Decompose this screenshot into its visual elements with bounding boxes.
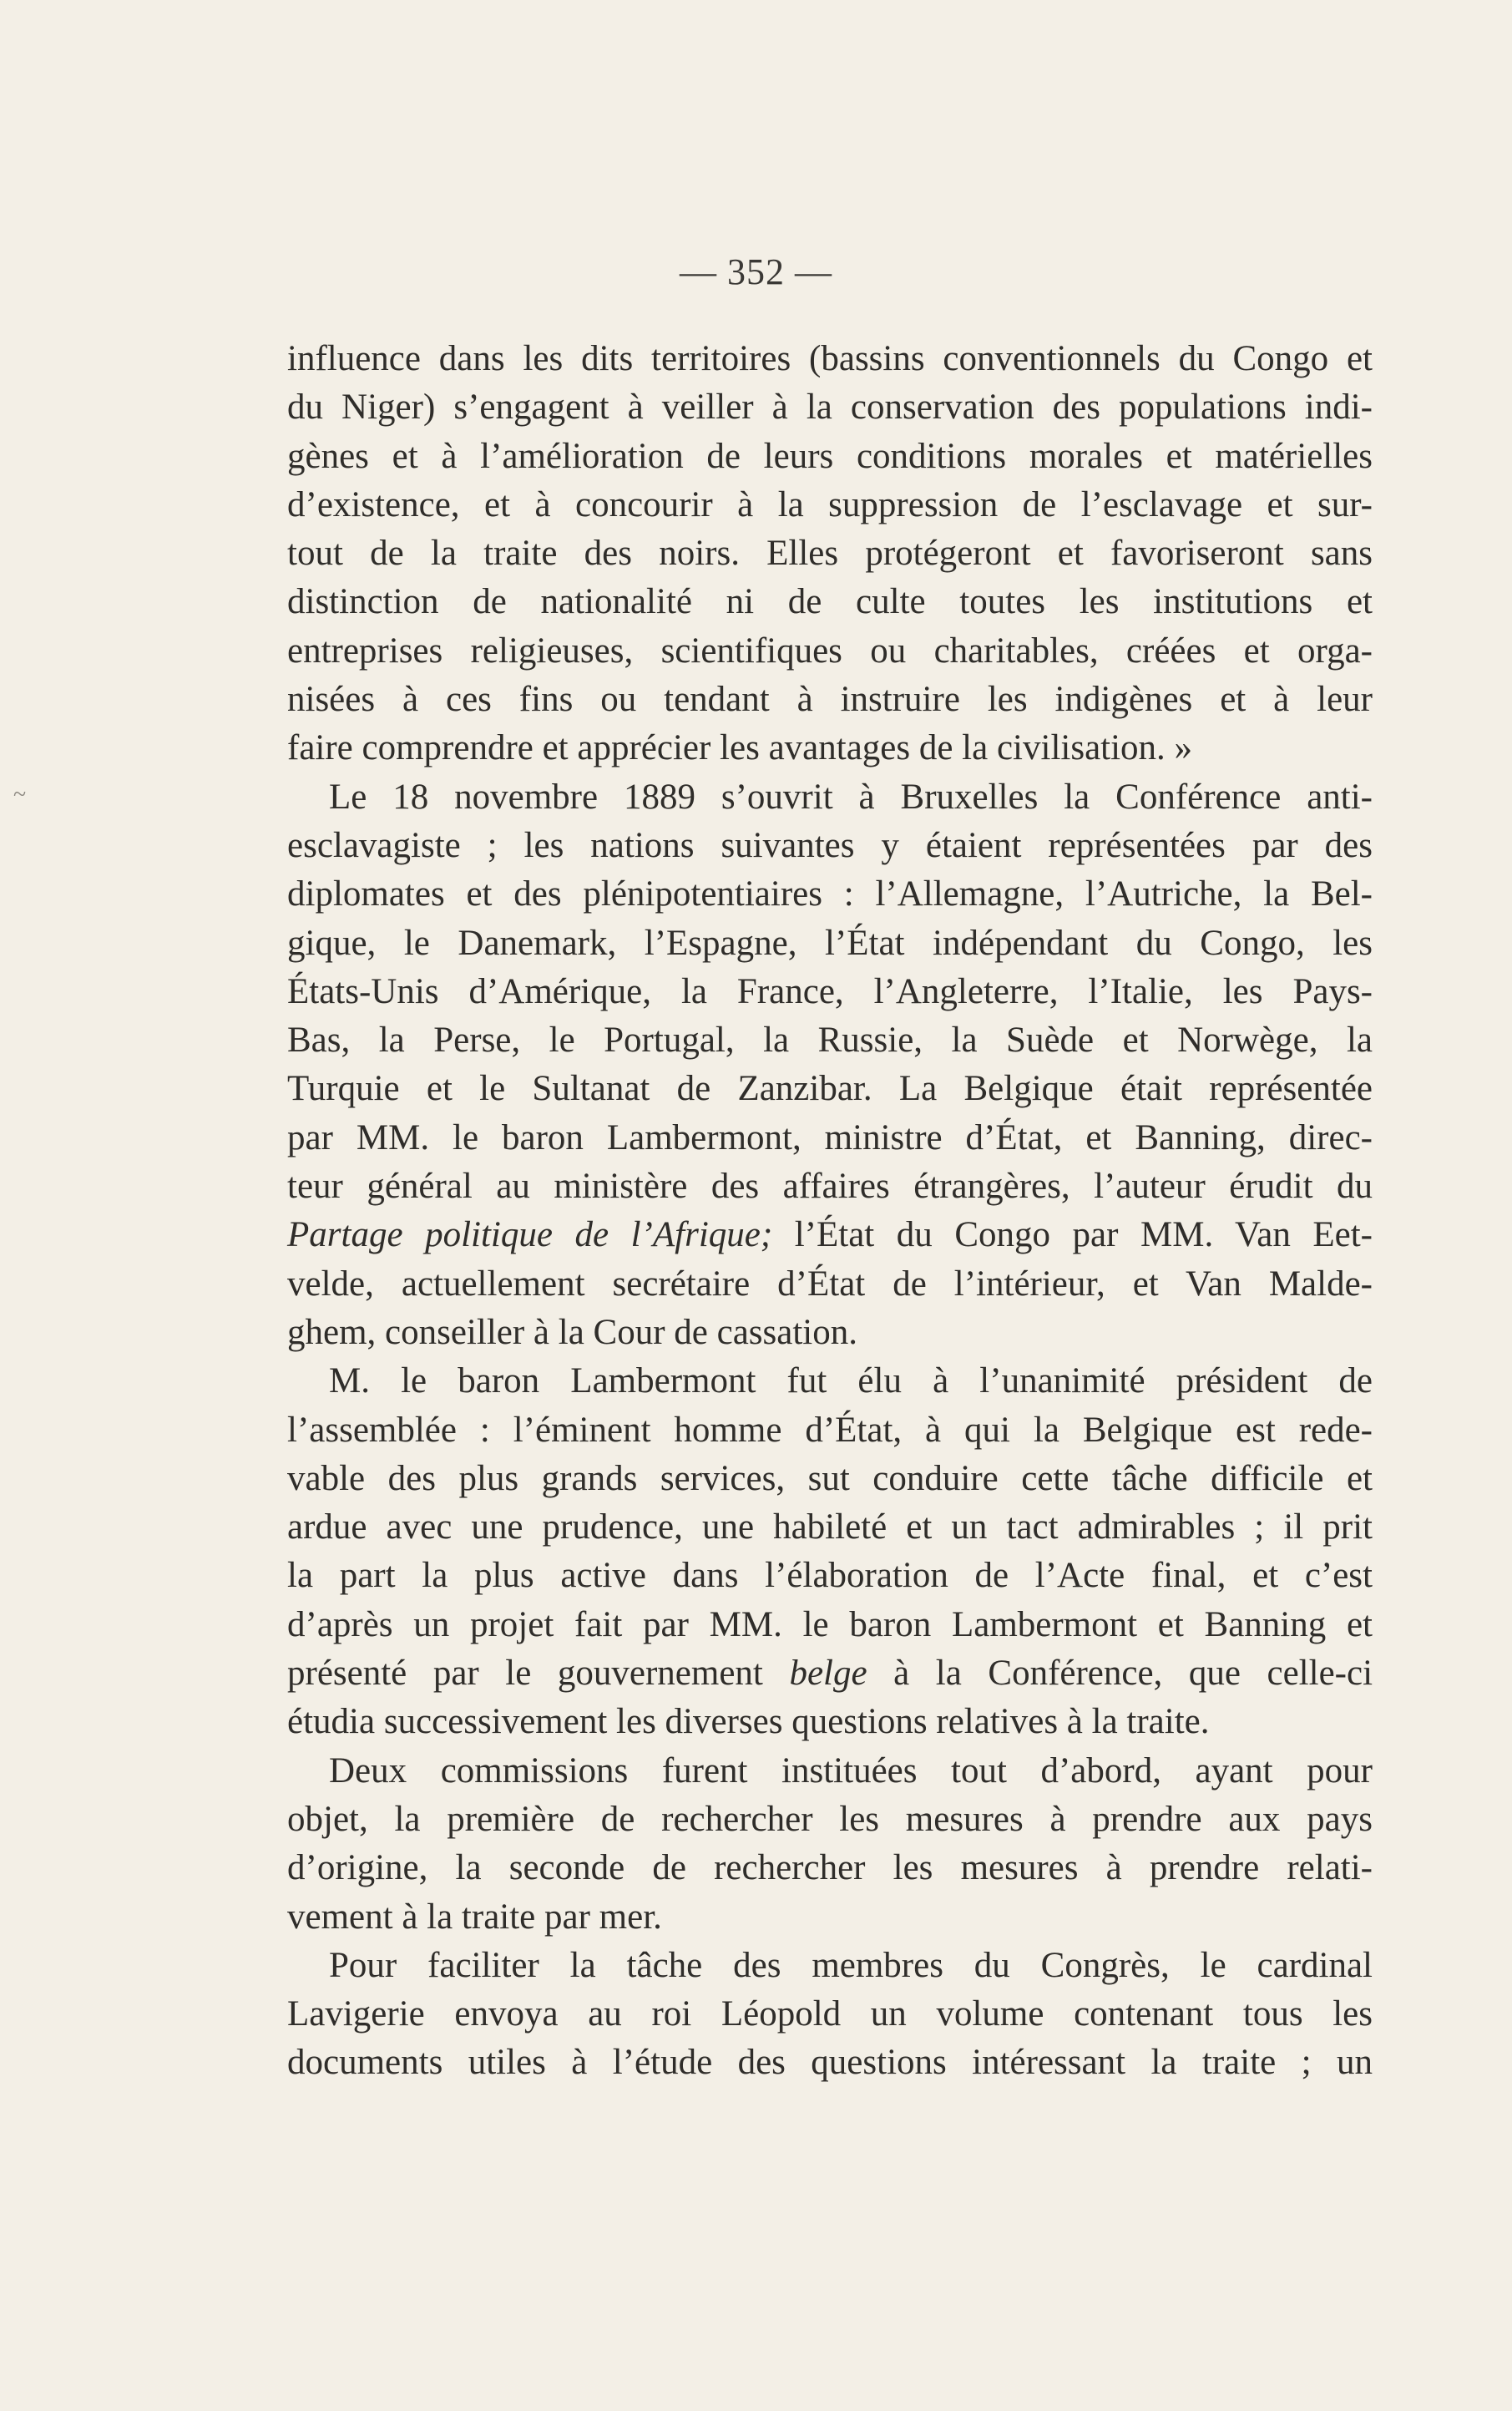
body-text — [287, 335, 1373, 2088]
text-line-end: à la Conférence, que celle-ci — [893, 1654, 1373, 1694]
text-line: étudia successivement les diverses questions relatives à la traite. — [287, 1702, 1210, 1742]
text-line: d’origine, la seconde de rechercher les mesures à prendre relati- — [287, 1848, 1373, 1888]
text-line: teur général au ministère des affaires étrangères, l’auteur érudit du — [287, 1167, 1373, 1207]
text-line: du Niger) s’engagent à veiller à la conservation des populations indi- — [287, 387, 1373, 428]
text-line-start: présenté par le gouvernement — [287, 1654, 763, 1694]
text-line: Deux commissions furent instituées tout d’abord, ayant pour — [329, 1750, 1373, 1791]
belge-italic: belge — [789, 1654, 867, 1694]
text-line: Bas, la Perse, le Portugal, la Russie, la Suède et Norwège, la — [287, 1021, 1373, 1061]
text-line: influence dans les dits territoires (bassins conventionnels du Congo et — [287, 339, 1373, 378]
text-line: diplomates et des plénipotentiaires : l’Allemagne, l’Autriche, la Bel- — [287, 874, 1373, 914]
text-line: ghem, conseiller à la Cour de cassation. — [287, 1312, 858, 1352]
text-line: tout de la traite des noirs. Elles protégeront et favoriseront sans — [287, 534, 1373, 574]
text-line: vement à la traite par mer. — [287, 1897, 662, 1937]
text-line: faire comprendre et apprécier les avantages de la civilisation. » — [287, 728, 1193, 768]
text-line: Pour faciliter la tâche des membres du Congrès, le cardinal — [329, 1945, 1373, 1985]
text-line: gique, le Danemark, l’Espagne, l’État indépendant du Congo, les — [287, 923, 1373, 963]
text-line-with-belge — [287, 1649, 1373, 1698]
text-line: la part la plus active dans l’élaboration de l’Acte final, et c’est — [287, 1556, 1373, 1596]
text-line: esclavagiste ; les nations suivantes y étaient représentées par des — [287, 825, 1373, 865]
text-line: États-Unis d’Amérique, la France, l’Angleterre, l’Italie, les Pays- — [287, 971, 1373, 1011]
text-line: gènes et à l’amélioration de leurs conditions morales et matérielles — [287, 436, 1373, 476]
text-line: documents utiles à l’étude des questions intéressant la traite ; un — [287, 2043, 1373, 2083]
text-line: Lavigerie envoya au roi Léopold un volume contenant tous les — [287, 1994, 1373, 2034]
text-line: objet, la première de rechercher les mesures à prendre aux pays — [287, 1799, 1373, 1839]
text-line: nisées à ces fins ou tendant à instruire les indigènes et à leur — [287, 680, 1373, 720]
text-line: ardue avec une prudence, une habileté et un tact admirables ; il prit — [287, 1507, 1373, 1547]
page-number: — 352 — — [680, 251, 832, 292]
margin-mark: ~ — [13, 782, 27, 808]
text-line: velde, actuellement secrétaire d’État de l’intérieur, et Van Malde- — [287, 1264, 1373, 1304]
text-line: Le 18 novembre 1889 s’ouvrit à Bruxelles la Conférence anti- — [329, 777, 1373, 817]
text-line: par MM. le baron Lambermont, ministre d’État, et Banning, direc- — [287, 1117, 1373, 1157]
text-line: d’après un projet fait par MM. le baron Lambermont et Banning et — [287, 1604, 1373, 1644]
text-line-rest: l’État du Congo par MM. Van Eet- — [794, 1215, 1373, 1255]
text-line: l’assemblée : l’éminent homme d’État, à qui la Belgique est rede- — [287, 1410, 1373, 1450]
text-line-with-book-title — [287, 1211, 1373, 1259]
text-line: entreprises religieuses, scientifiques ou charitables, créées et orga- — [287, 631, 1373, 671]
book-title: Partage politique de l’Afrique; — [287, 1215, 773, 1255]
text-line: d’existence, et à concourir à la suppression de l’esclavage et sur- — [287, 484, 1373, 524]
text-line: vable des plus grands services, sut conduire cette tâche difficile et — [287, 1458, 1373, 1498]
text-line: distinction de nationalité ni de culte toutes les institutions et — [287, 582, 1373, 622]
text-line: Turquie et le Sultanat de Zanzibar. La Belgique était représentée — [287, 1069, 1373, 1109]
text-line: M. le baron Lambermont fut élu à l’unanimité président de — [329, 1361, 1373, 1401]
